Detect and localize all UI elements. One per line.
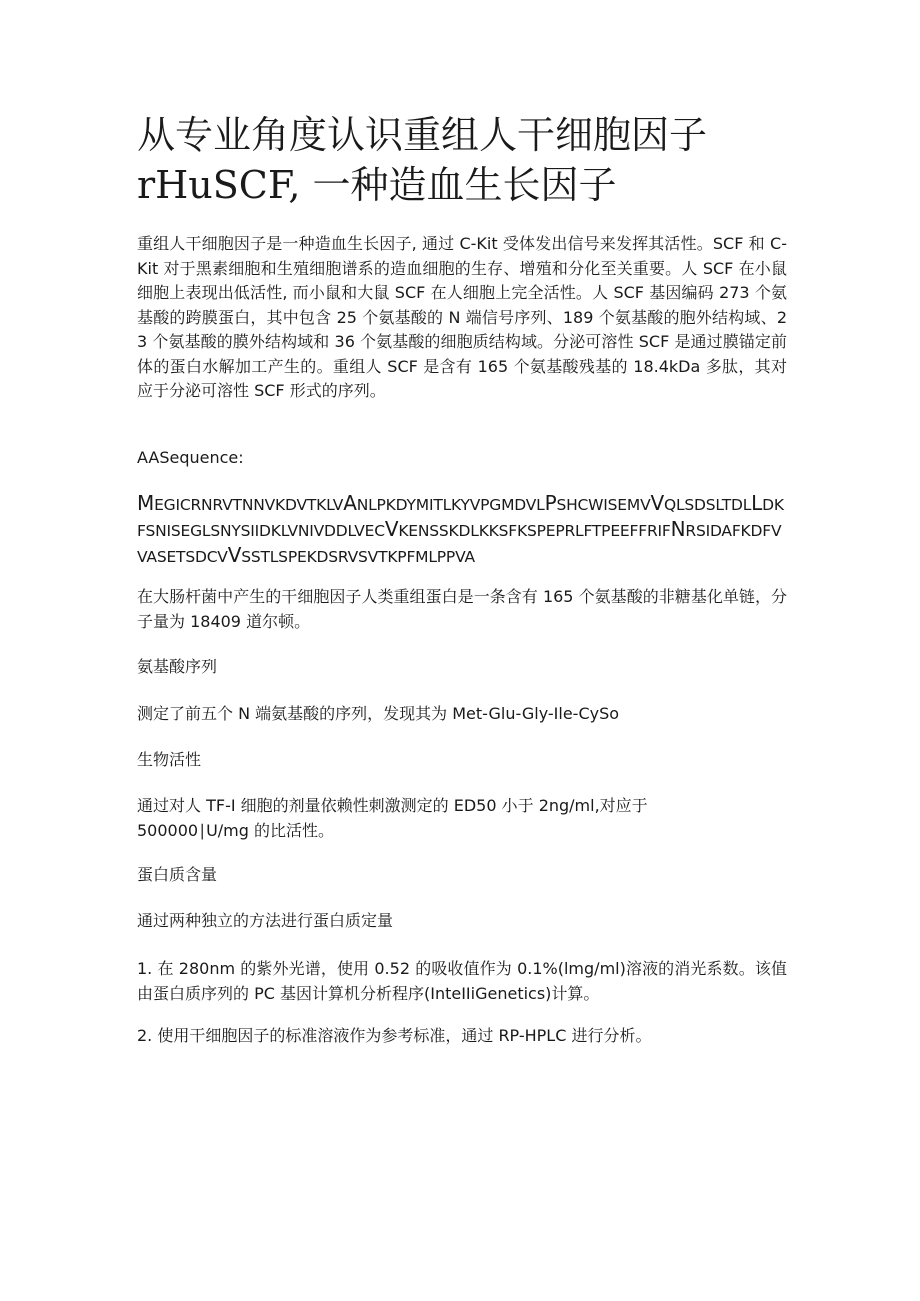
sequence-segment: SSTLSPEKDSRVSVTKPFMLPPVA bbox=[241, 548, 475, 566]
sequence-marker-letter: V bbox=[384, 517, 399, 541]
bioactivity-line-1: 通过对人 TF-I 细胞的剂量依赖性刺激测定的 ED50 小于 2ng∕ml,对应于 bbox=[137, 796, 648, 815]
sequence-segment: NLPKDYMITLKYVPGMDVL bbox=[356, 496, 545, 514]
title-line-2: rHuSCF, 一种造血生长因子 bbox=[137, 163, 617, 207]
sequence-marker-letter: P bbox=[544, 491, 557, 515]
sequence-segment: DKFSNISEGLSNYSIIDKLVNIVDDLVEC bbox=[137, 496, 784, 540]
sequence-segment: SHCWISEMV bbox=[556, 496, 651, 514]
intro-paragraph: 重组人干细胞因子是一种造血生长因子, 通过 C-Kit 受体发出信号来发挥其活性。SCF 和 C-Kit 对于黑素细胞和生殖细胞谱系的造血细胞的生存、增殖和分化至关重要。人 SCF 在小鼠细胞上表现出低活性, 而小鼠和大鼠 SCF 在人细胞上完全活性。人 SCF 基因编码 273 个氨基酸的跨膜蛋白，其中包含 25 个氨基酸的 N 端信号序列、189 个氨基酸的胞外结构域、23 个氨基酸的膜外结构域和 36 个氨基酸的细胞质结构域。分泌可溶性 SCF 是通过膜锚定前体的蛋白水解加工产生的。重组人 SCF 是含有 165 个氨基酸残基的 18.4kDa 多肽，其对应于分泌可溶性 SCF 形式的序列。 bbox=[137, 234, 787, 400]
sequence-marker-letter: V bbox=[227, 543, 242, 567]
heading-protein-content: 蛋白质含量 bbox=[137, 865, 218, 884]
sequence-marker-letter: A bbox=[343, 491, 357, 515]
protein-quantification-intro: 通过两种独立的方法进行蛋白质定量 bbox=[137, 911, 394, 930]
aa-sequence bbox=[137, 491, 787, 569]
ecoli-paragraph: 在大肠杆菌中产生的干细胞因子人类重组蛋白是一条含有 165 个氨基酸的非糖基化单链，分子量为 18409 道尔顿。 bbox=[137, 587, 787, 631]
sequence-marker-letter: L bbox=[751, 491, 763, 515]
sequence-segment: RSIDAFKDFVVASETSDCV bbox=[137, 522, 782, 566]
bioactivity-line-2: 500000∣U∕mg 的比活性。 bbox=[137, 820, 335, 840]
aa-sequence-label: AASequence: bbox=[137, 448, 244, 467]
sequence-marker-letter: V bbox=[650, 491, 664, 515]
sequence-marker-letter: N bbox=[670, 517, 686, 541]
method-2-paragraph: 2. 使用干细胞因子的标准溶液作为参考标准，通过 RP-HPLC 进行分析。 bbox=[137, 1026, 652, 1045]
sequence-segment: QLSDSLTDL bbox=[663, 496, 752, 514]
method-1-paragraph: 1. 在 280nm 的紫外光谱，使用 0.52 的吸收值作为 0.1%(lmg∕ml)溶液的消光系数。该值由蛋白质序列的 PC 基因计算机分析程序(InteIIiGenetics)计算。 bbox=[137, 959, 787, 1003]
heading-biological-activity: 生物活性 bbox=[137, 750, 202, 769]
sequence-segment: KENSSKDLKKSFKSPEPRLFTPEEFFRIF bbox=[398, 522, 671, 540]
document-title bbox=[137, 110, 797, 210]
heading-amino-acid-sequence: 氨基酸序列 bbox=[137, 657, 218, 676]
bioactivity-paragraph bbox=[137, 794, 787, 843]
sequence-segment: EGICRNRVTNNVKDVTKLV bbox=[154, 496, 344, 514]
title-line-1: 从专业角度认识重组人干细胞因子 bbox=[137, 113, 708, 157]
sequence-marker-letter: M bbox=[137, 491, 155, 515]
n-terminal-paragraph: 测定了前五个 N 端氨基酸的序列，发现其为 Met-Glu-Gly-Ile-CySo bbox=[137, 704, 620, 723]
